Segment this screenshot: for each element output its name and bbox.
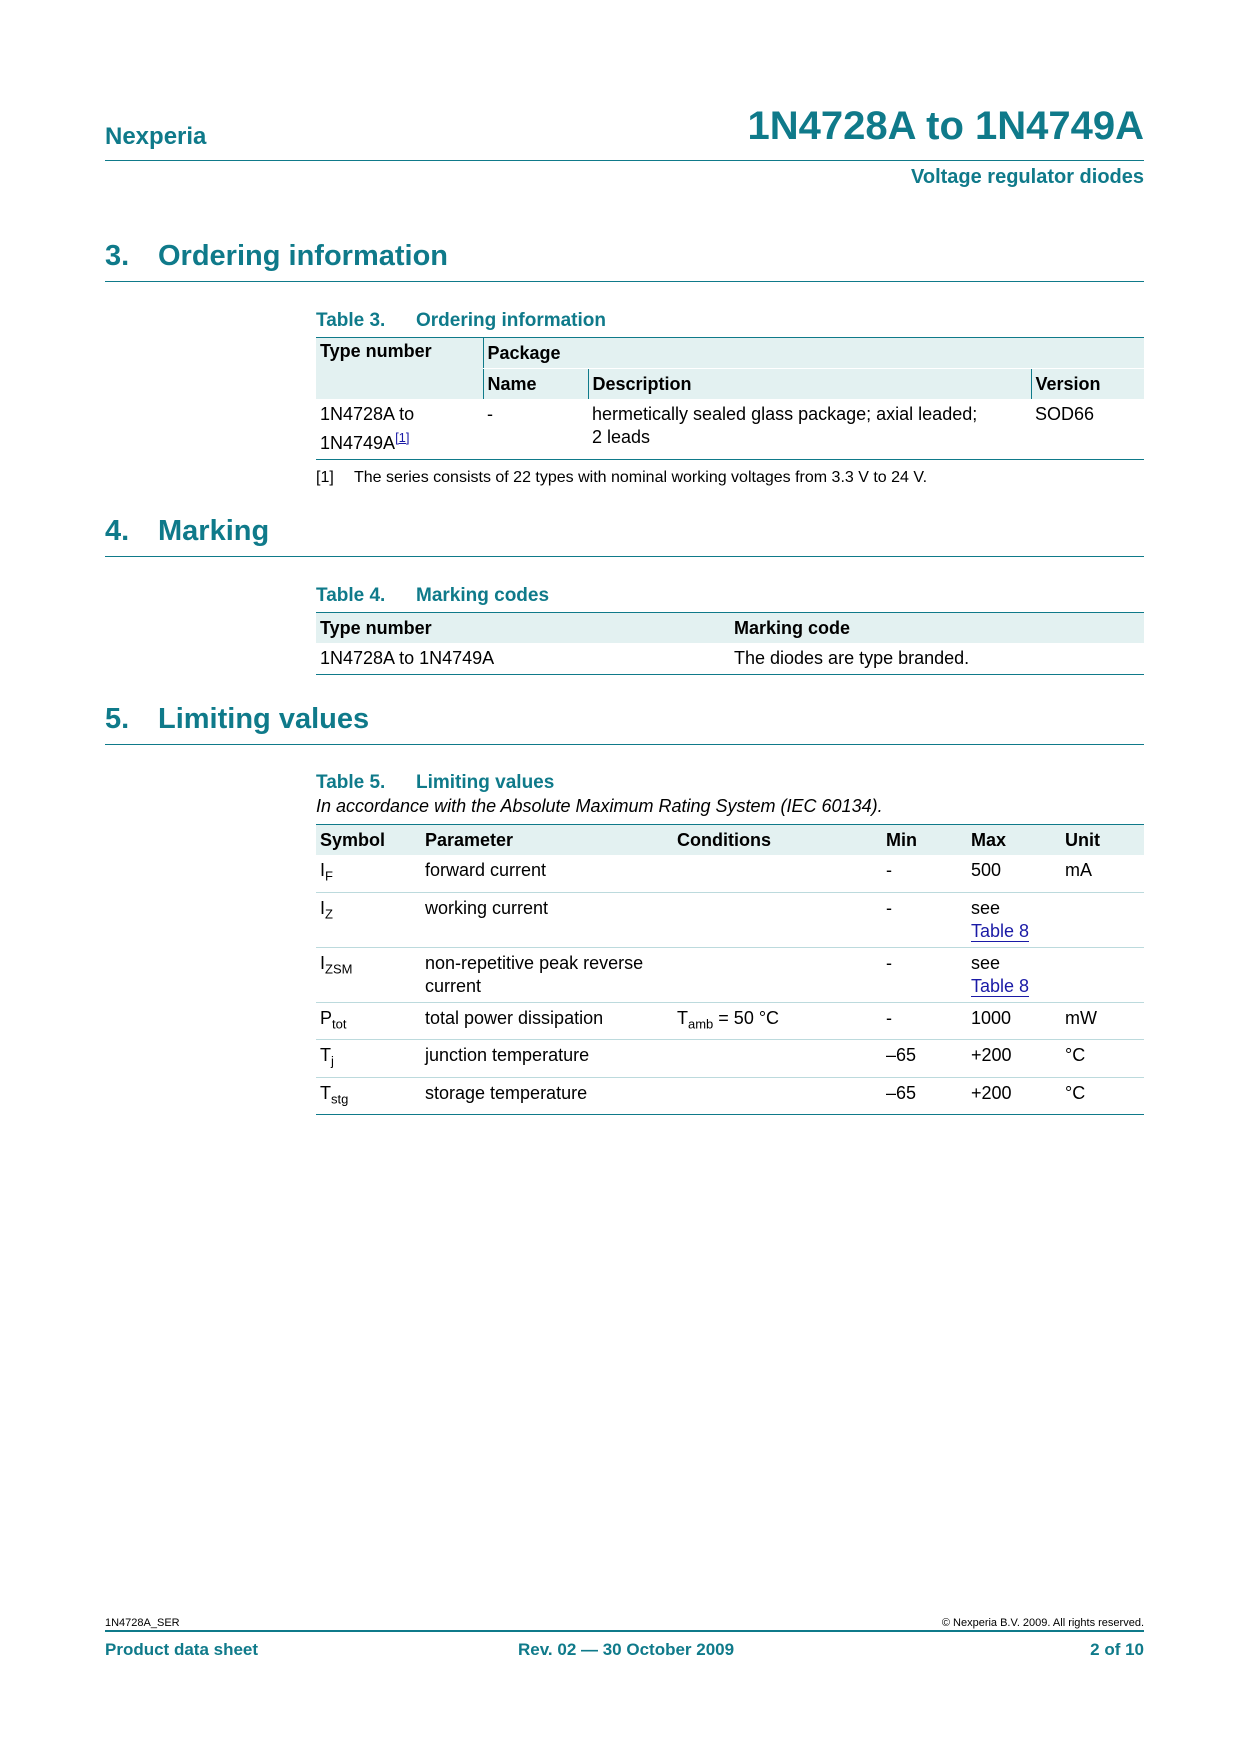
col-package: Package	[483, 338, 1144, 369]
table-row	[316, 399, 1144, 460]
symbol-subscript: stg	[331, 1091, 349, 1107]
table-header-row	[316, 613, 1144, 644]
table-label: Table 3.	[316, 310, 386, 331]
cell-name: -	[483, 399, 588, 460]
section-number: 4.	[105, 515, 130, 547]
table5-note: In accordance with the Absolute Maximum Rating System (IEC 60134).	[316, 796, 883, 816]
table-header-row	[316, 338, 1144, 369]
cell-parameter: total power dissipation	[421, 1002, 673, 1040]
footer-revision: Rev. 02 — 30 October 2009	[518, 1640, 735, 1659]
table4-caption	[316, 585, 549, 607]
symbol-subscript: Z	[325, 906, 333, 922]
cell-max	[967, 947, 1061, 1002]
footer-page-number: 2 of 10	[1090, 1640, 1144, 1659]
table-row	[316, 947, 1144, 1002]
table-header-row	[316, 825, 1144, 856]
table-row	[316, 855, 1144, 892]
col-description: Description	[588, 369, 1031, 400]
cell-parameter: junction temperature	[421, 1040, 673, 1078]
table-label: Table 4.	[316, 585, 386, 606]
col-marking-code: Marking code	[730, 613, 1144, 644]
document-title: 1N4728A to 1N4749A	[747, 104, 1144, 148]
company-name: Nexperia	[105, 123, 207, 150]
symbol-base: T	[320, 1045, 331, 1066]
table-title: Ordering information	[416, 310, 606, 331]
cell-conditions	[673, 947, 882, 1002]
table3-footnote	[316, 469, 927, 487]
table-title: Limiting values	[416, 772, 555, 793]
cell-symbol	[316, 947, 421, 1002]
table-label: Table 5.	[316, 772, 386, 793]
parameter-line2: current	[425, 975, 482, 996]
symbol-subscript: F	[325, 868, 333, 884]
symbol-subscript: j	[331, 1053, 334, 1069]
type-number-line1: 1N4728A to	[320, 404, 415, 424]
condition-value: = 50 °C	[713, 1007, 780, 1028]
col-unit: Unit	[1061, 825, 1144, 856]
section-number: 5.	[105, 703, 130, 735]
cell-parameter: forward current	[421, 855, 673, 892]
cell-marking-code: The diodes are type branded.	[730, 643, 1144, 675]
header-rule	[105, 160, 1144, 161]
symbol-base: I	[320, 952, 326, 973]
table5-caption	[316, 772, 554, 794]
footer-rule	[105, 1630, 1144, 1632]
description-line2: 2 leads	[592, 427, 651, 447]
col-symbol: Symbol	[316, 825, 421, 856]
cell-conditions	[673, 855, 882, 892]
col-max: Max	[967, 825, 1061, 856]
cell-symbol	[316, 1040, 421, 1078]
cell-max: 500	[967, 855, 1061, 892]
cell-symbol	[316, 1002, 421, 1040]
table-row	[316, 1077, 1144, 1115]
footnote-mark: [1]	[316, 469, 334, 486]
col-type-number: Type number	[316, 338, 483, 400]
cell-version: SOD66	[1031, 399, 1144, 460]
col-type-number: Type number	[316, 613, 730, 644]
cell-unit	[1061, 947, 1144, 1002]
marking-table	[316, 612, 1144, 675]
table-row	[316, 1002, 1144, 1040]
table-title: Marking codes	[416, 585, 550, 606]
footer-doc-id: 1N4728A_SER	[105, 1617, 180, 1629]
cell-unit: mW	[1061, 1002, 1144, 1040]
section-heading-limiting	[105, 703, 1144, 736]
col-parameter: Parameter	[421, 825, 673, 856]
cell-conditions	[673, 1077, 882, 1115]
cell-parameter: storage temperature	[421, 1077, 673, 1115]
footnote-text: The series consists of 22 types with nominal working voltages from 3.3 V to 24 V.	[354, 469, 928, 486]
cell-unit: °C	[1061, 1077, 1144, 1115]
cell-parameter	[421, 947, 673, 1002]
cell-min: -	[882, 855, 967, 892]
symbol-base: I	[320, 860, 326, 880]
symbol-subscript: tot	[332, 1016, 347, 1032]
cell-conditions	[673, 1002, 882, 1040]
type-number-line2: 1N4749A	[320, 433, 396, 453]
section-number: 3.	[105, 240, 130, 272]
condition-subscript: amb	[688, 1016, 714, 1032]
cell-unit	[1061, 892, 1144, 947]
section-title: Marking	[158, 515, 270, 547]
max-see: see	[971, 952, 1001, 973]
section-rule	[105, 556, 1144, 557]
parameter-line1: non-repetitive peak reverse	[425, 952, 644, 973]
section-rule	[105, 744, 1144, 745]
cell-max: +200	[967, 1040, 1061, 1078]
section-heading-marking	[105, 515, 1144, 548]
cell-min: -	[882, 947, 967, 1002]
cell-description	[588, 399, 1031, 460]
table-row	[316, 1040, 1144, 1078]
col-version: Version	[1031, 369, 1144, 400]
section-heading-ordering	[105, 240, 1144, 273]
symbol-base: I	[320, 897, 326, 918]
cell-type-number: 1N4728A to 1N4749A	[316, 643, 730, 675]
cell-symbol	[316, 1077, 421, 1115]
symbol-base: P	[320, 1007, 333, 1028]
cell-conditions	[673, 892, 882, 947]
symbol-base: T	[320, 1082, 331, 1103]
footer-copyright: © Nexperia B.V. 2009. All rights reserved.	[941, 1617, 1144, 1629]
cell-min: -	[882, 1002, 967, 1040]
footnote-link[interactable]: [1]	[395, 430, 410, 445]
table8-link[interactable]: Table 8	[971, 920, 1030, 941]
cell-min: –65	[882, 1077, 967, 1115]
symbol-subscript: ZSM	[325, 961, 353, 977]
document-subtitle: Voltage regulator diodes	[911, 166, 1144, 188]
description-line1: hermetically sealed glass package; axial leaded;	[592, 404, 978, 424]
cell-max: 1000	[967, 1002, 1061, 1040]
section-title: Limiting values	[158, 703, 370, 735]
cell-conditions	[673, 1040, 882, 1078]
cell-parameter: working current	[421, 892, 673, 947]
table3-caption	[316, 310, 606, 332]
col-conditions: Conditions	[673, 825, 882, 856]
section-title: Ordering information	[158, 240, 448, 272]
col-min: Min	[882, 825, 967, 856]
footer-doc-type: Product data sheet	[105, 1640, 259, 1659]
ordering-table	[316, 337, 1144, 460]
cell-unit: °C	[1061, 1040, 1144, 1078]
section-rule	[105, 281, 1144, 282]
cell-symbol	[316, 855, 421, 892]
col-name: Name	[483, 369, 588, 400]
cell-max	[967, 892, 1061, 947]
condition-symbol: T	[677, 1007, 688, 1028]
cell-max: +200	[967, 1077, 1061, 1115]
cell-symbol	[316, 892, 421, 947]
limiting-values-table	[316, 824, 1144, 1115]
table8-link[interactable]: Table 8	[971, 975, 1030, 996]
table-row	[316, 643, 1144, 675]
table-row	[316, 892, 1144, 947]
cell-unit: mA	[1061, 855, 1144, 892]
max-see: see	[971, 897, 1001, 918]
cell-type-number	[316, 399, 483, 460]
cell-min: –65	[882, 1040, 967, 1078]
cell-min: -	[882, 892, 967, 947]
